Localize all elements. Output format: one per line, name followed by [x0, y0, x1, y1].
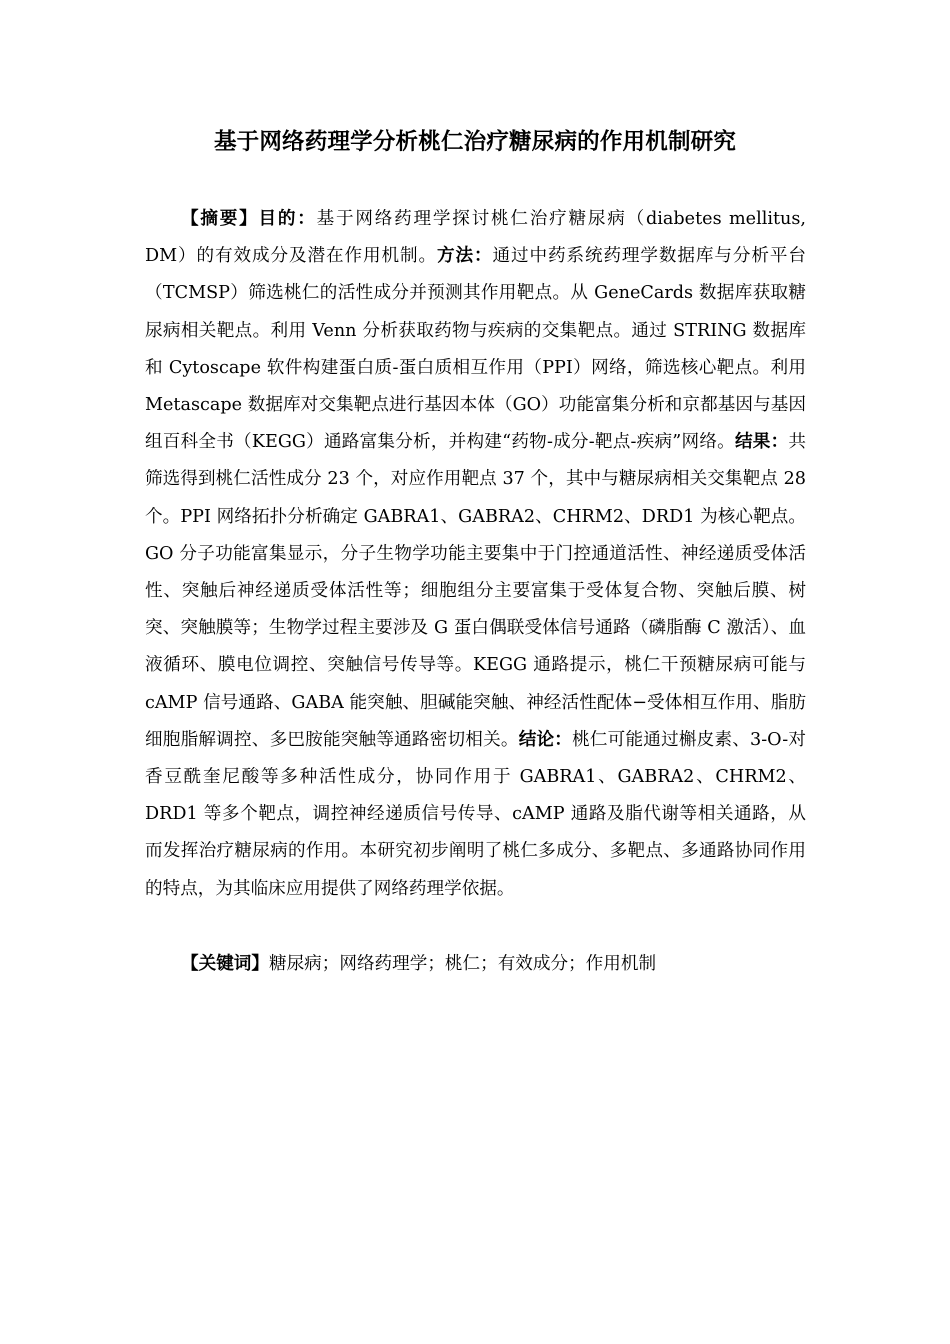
abstract-paragraph [145, 201, 806, 908]
keywords-paragraph [145, 946, 806, 983]
methods-text: 通过中药系统药理学数据库与分析平台（TCMSP）筛选桃仁的活性成分并预测其作用靶点。从 GeneCards 数据库获取糖尿病相关靶点。利用 Venn 分析获取药物与疾病的交集靶点。通过 STRING 数据库和 Cytoscape 软件构建蛋白质-蛋白质相互作用（PPI）网络，筛选核心靶点。利用 Metascape 数据库对交集靶点进行基因本体（GO）功能富集分析和京都基因与基因组百科全书（KEGG）通路富集分析，并构建“药物-成分-靶点-疾病”网络。 [145, 246, 806, 453]
abstract-label: 【摘要】 [181, 209, 259, 229]
results-label: 结果： [734, 432, 789, 453]
conclusion-label: 结论： [518, 729, 573, 750]
keywords-text: 糖尿病；网络药理学；桃仁；有效成分；作用机制 [268, 954, 657, 974]
keywords-label: 【关键词】 [181, 954, 269, 974]
objective-label: 目的： [258, 209, 317, 229]
methods-label: 方法： [436, 246, 493, 267]
results-text: 共筛选得到桃仁活性成分 23 个，对应作用靶点 37 个，其中与糖尿病相关交集靶点 28 个。PPI 网络拓扑分析确定 GABRA1、GABRA2、CHRM2、DRD1 为核心靶点。GO 分子功能富集显示，分子生物学功能主要集中于门控通道活性、神经递质受体活性、突触后神经递质受体活性等；细胞组分主要富集于受体复合物、突触后膜、树突、突触膜等；生物学过程主要涉及 G 蛋白偶联受体信号通路（磷脂酶 C 激活）、血液循环、膜电位调控、突触信号传导等。KEGG 通路提示，桃仁干预糖尿病可能与 cAMP 信号通路、GABA 能突触、胆碱能突触、神经活性配体−受体相互作用、脂肪细胞脂解调控、多巴胺能突触等通路密切相关。 [145, 432, 806, 750]
conclusion-text: 桃仁可能通过槲皮素、3-O-对香豆酰奎尼酸等多种活性成分，协同作用于 GABRA1、GABRA2、CHRM2、DRD1 等多个靶点，调控神经递质信号传导、cAMP 通路及脂代谢等相关通路，从而发挥治疗糖尿病的作用。本研究初步阐明了桃仁多成分、多靶点、多通路协同作用的特点，为其临床应用提供了网络药理学依据。 [145, 729, 806, 899]
objective-text: 基于网络药理学探讨桃仁治疗糖尿病（diabetes mellitus, DM）的有效成分及潜在作用机制。 [145, 209, 806, 267]
paper-title: 基于网络药理学分析桃仁治疗糖尿病的作用机制研究 [213, 129, 737, 155]
